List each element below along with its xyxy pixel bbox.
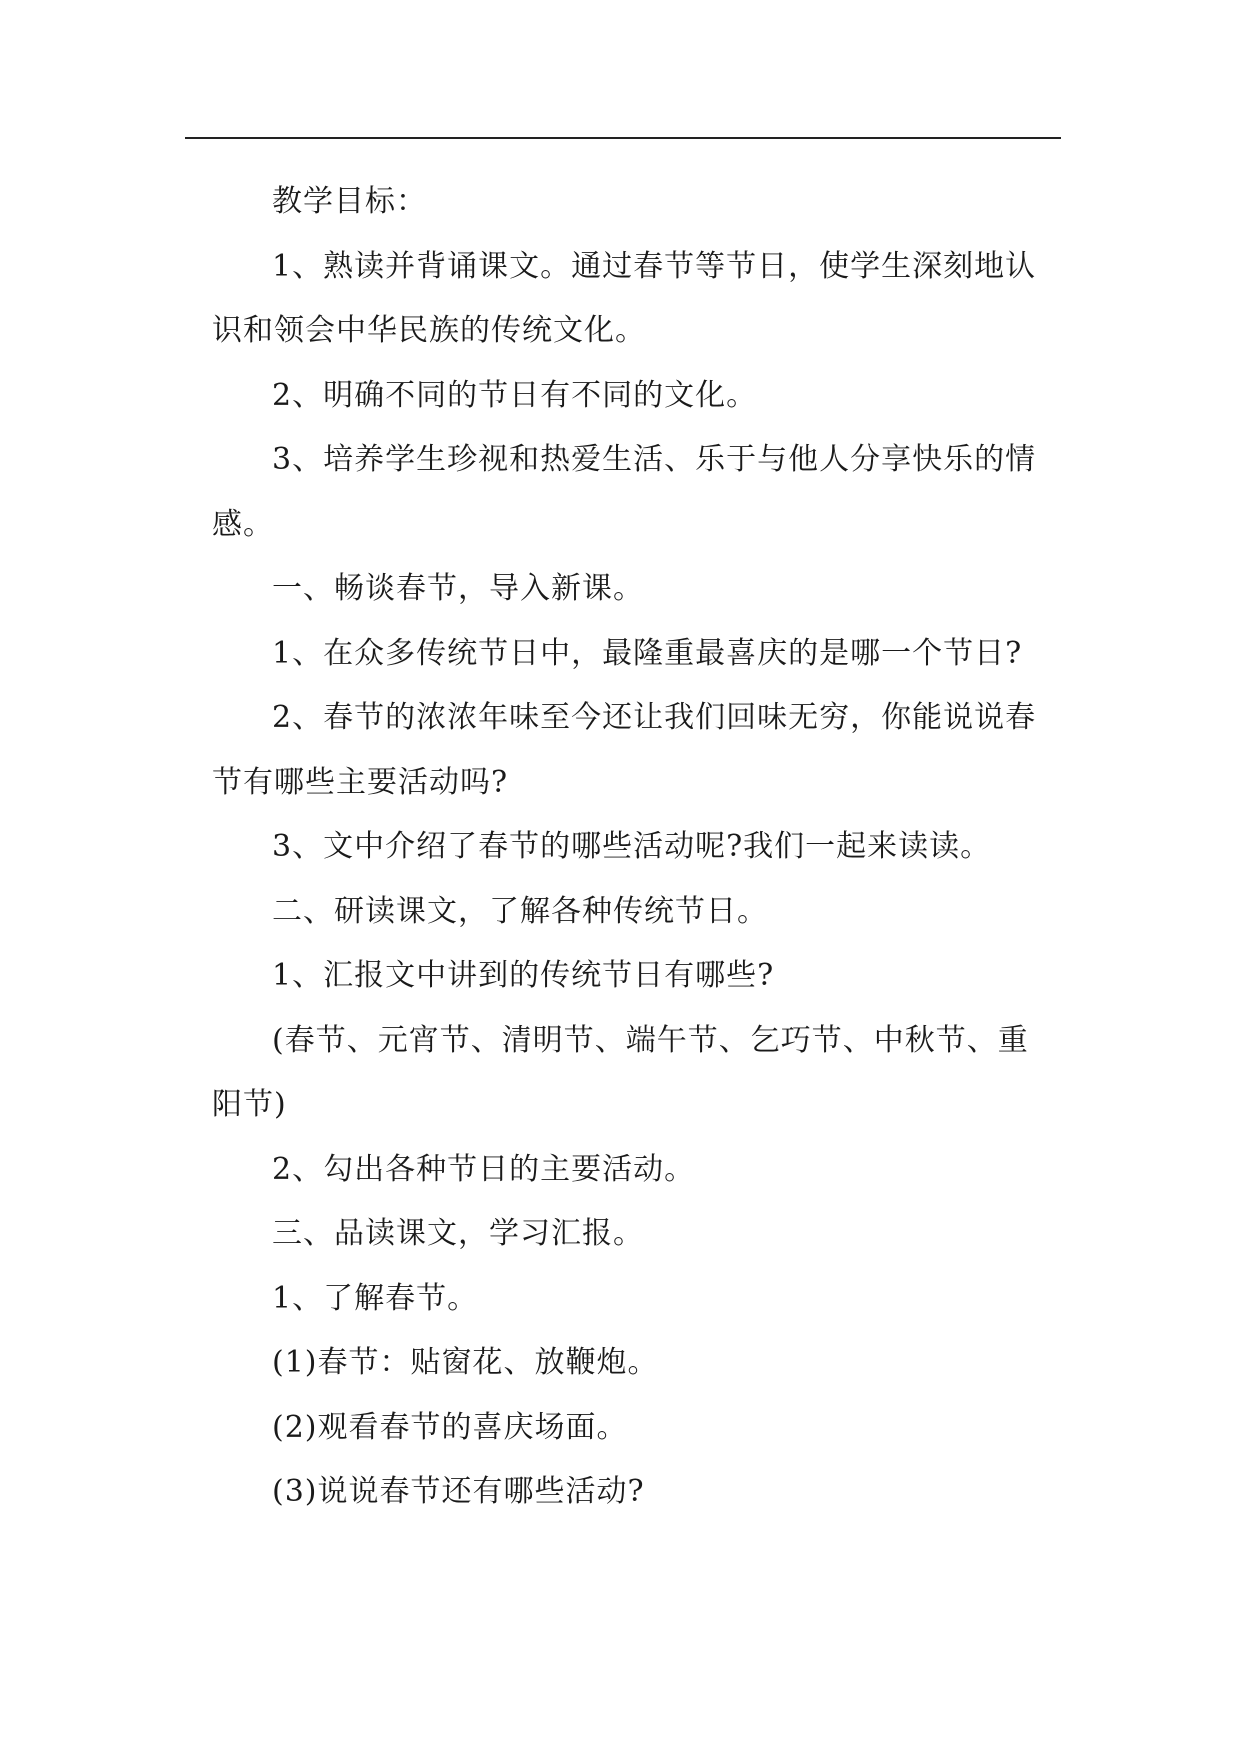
section-heading: 三、品读课文，学习汇报。 — [272, 1216, 644, 1251]
paragraph: 1、了解春节。 — [272, 1280, 479, 1316]
paragraph: 3、培养学生珍视和热爱生活、乐于与他人分享快乐的情感。 — [212, 442, 1037, 542]
section-heading: 一、畅谈春节，导入新课。 — [272, 571, 644, 606]
paragraph: 3、文中介绍了春节的哪些活动呢?我们一起来读读。 — [272, 829, 992, 864]
paragraph: 1、在众多传统节日中，最隆重最喜庆的是哪一个节日? — [272, 635, 1023, 671]
section-heading-objectives: 教学目标： — [272, 184, 427, 219]
paragraph: 1、熟读并背诵课文。通过春节等节日，使学生深刻地认识和领会中华民族的传统文化。 — [212, 248, 1037, 348]
paragraph: 2、勾出各种节日的主要活动。 — [272, 1151, 696, 1187]
paragraph: (春节、元宵节、清明节、端午节、乞巧节、中秋节、重阳节) — [212, 1022, 1029, 1122]
paragraph: 2、明确不同的节日有不同的文化。 — [272, 377, 758, 413]
document-body — [212, 170, 1042, 1525]
paragraph: (1)春节：贴窗花、放鞭炮。 — [272, 1345, 659, 1380]
section-heading: 二、研读课文，了解各种传统节日。 — [272, 893, 768, 929]
paragraph: 2、春节的浓浓年味至今还让我们回味无穷，你能说说春节有哪些主要活动吗? — [212, 700, 1037, 800]
paragraph: (2)观看春节的喜庆场面。 — [272, 1409, 628, 1445]
header-rule — [185, 137, 1061, 139]
paragraph: (3)说说春节还有哪些活动? — [272, 1474, 645, 1509]
paragraph: 1、汇报文中讲到的传统节日有哪些? — [272, 958, 775, 993]
